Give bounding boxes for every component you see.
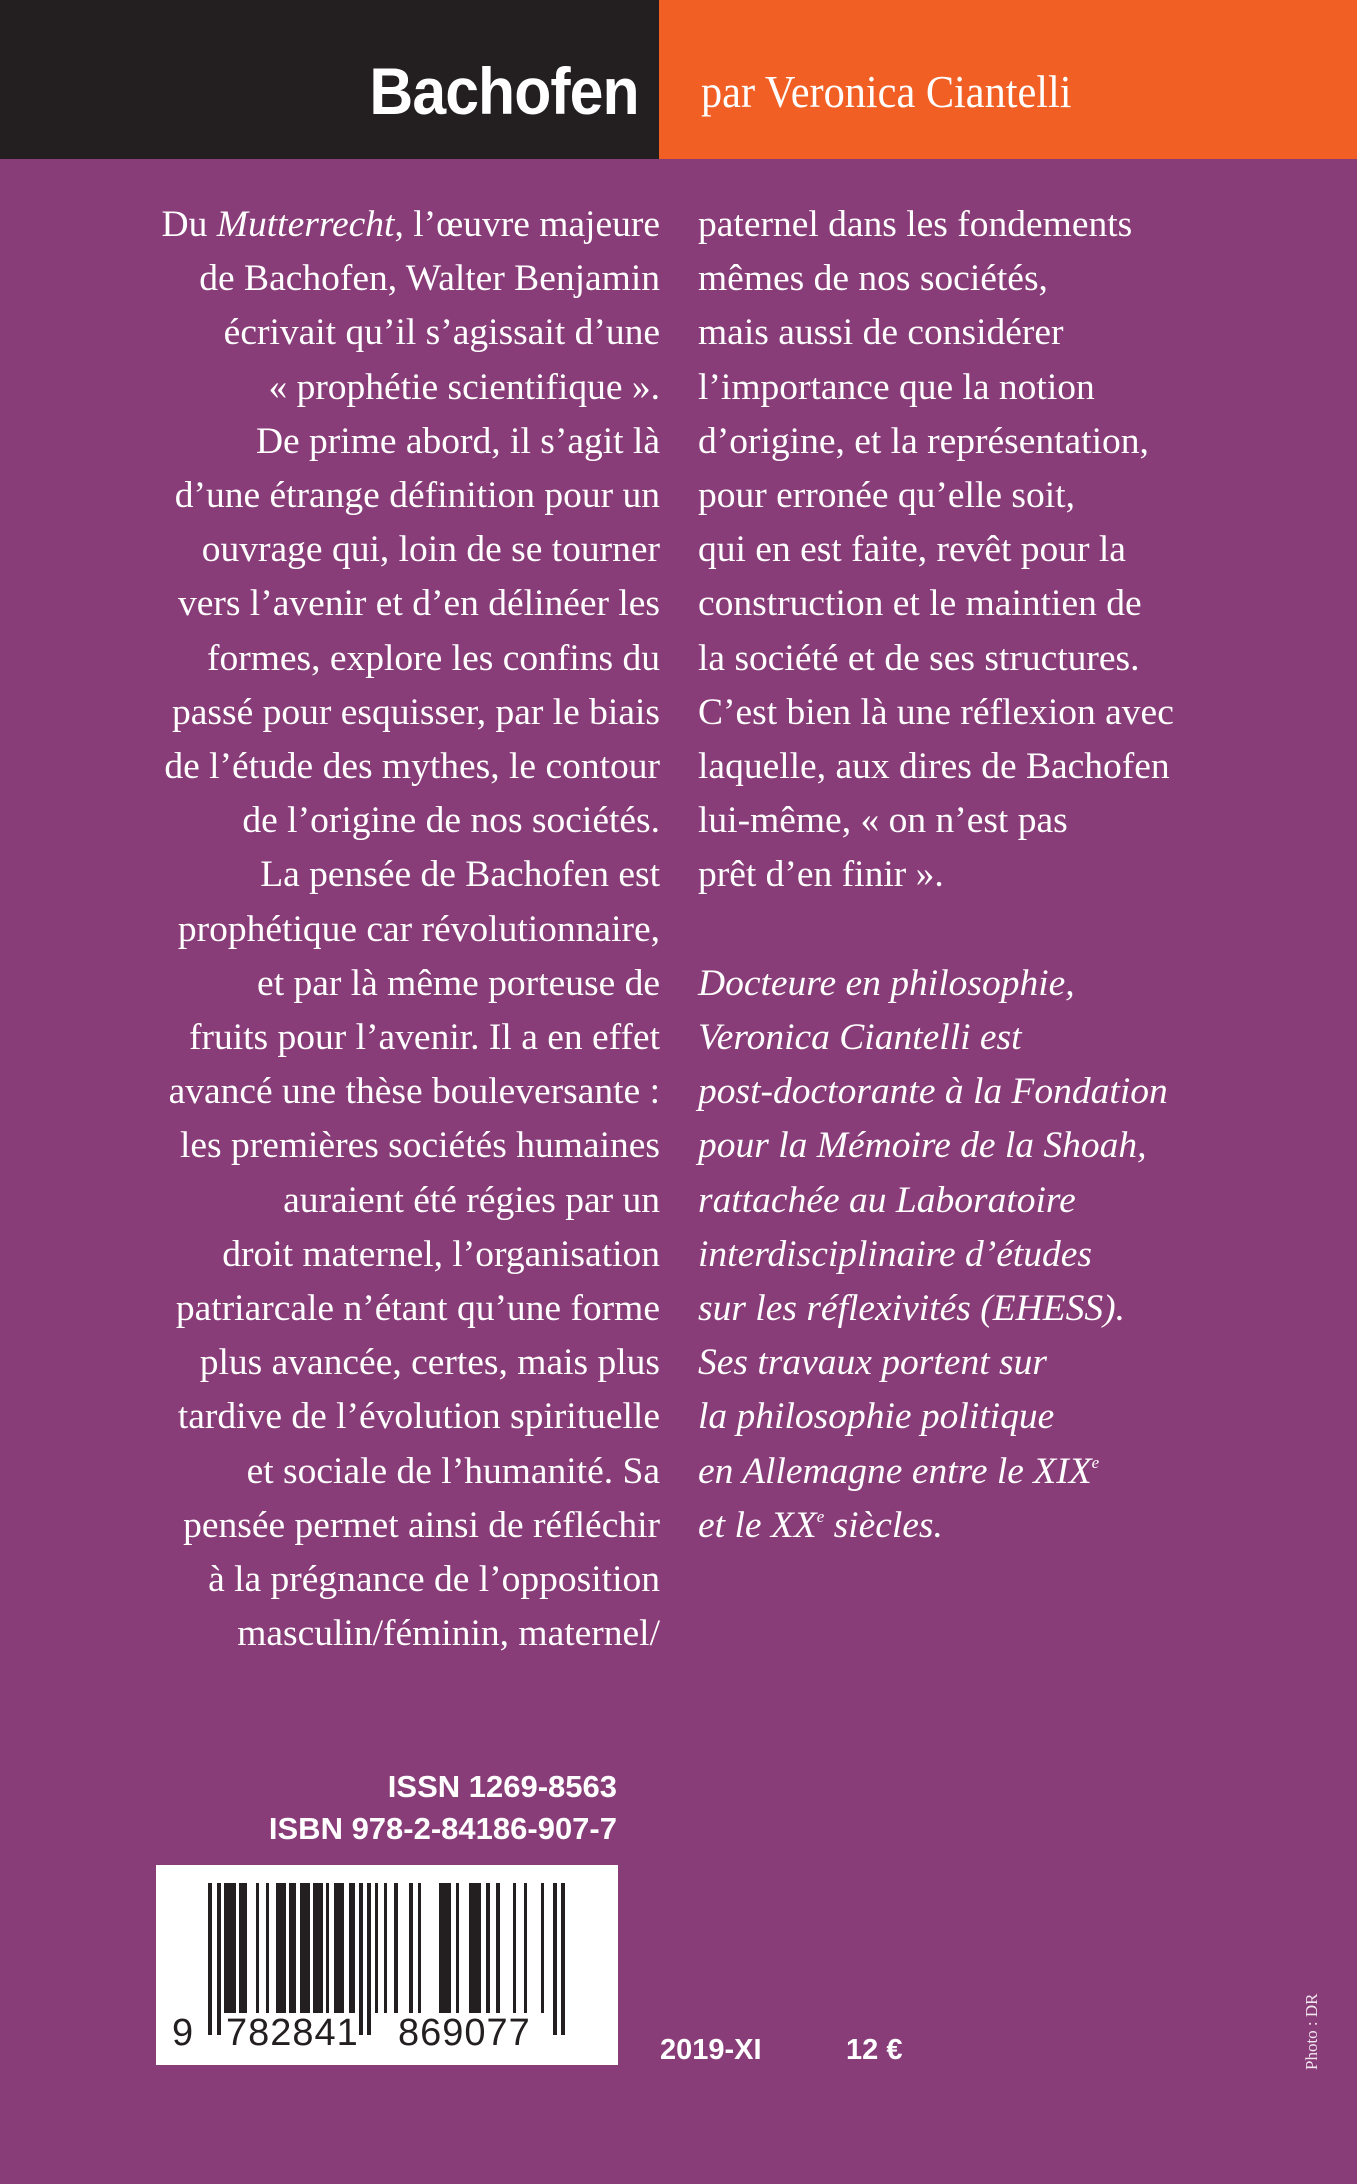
blurb-line: et par là même porteuse de [257, 962, 660, 1004]
blurb-line: lui-même, « on n’est pas [698, 800, 1068, 842]
blurb-line: droit maternel, l’organisation [222, 1233, 660, 1275]
author-line: par Veronica Ciantelli [701, 66, 1072, 117]
isbn-label: ISBN 978-2-84186-907-7 [268, 1811, 617, 1846]
blurb-line: l’importance que la notion [698, 366, 1095, 408]
bio-line: rattachée au Laboratoire [698, 1179, 1076, 1221]
blurb-line: plus avancée, certes, mais plus [199, 1342, 660, 1384]
isbn-barcode [156, 1865, 618, 2065]
blurb-line: pour erronée qu’elle soit, [698, 475, 1075, 517]
book-title: Bachofen [369, 54, 639, 128]
blurb-line: vers l’avenir et d’en délinéer les [177, 583, 660, 625]
barcode-digit-lead: 9 [172, 2012, 194, 2054]
blurb-line: les premières sociétés humaines [179, 1125, 660, 1167]
blurb-line: de l’origine de nos sociétés. [242, 800, 660, 842]
bio-line: la philosophie politique [698, 1396, 1055, 1438]
photo-credit: Photo : DR [1302, 1993, 1321, 2070]
blurb-line: laquelle, aux dires de Bachofen [698, 746, 1170, 788]
blurb-line: formes, explore les confins du [206, 637, 660, 679]
blurb-line: C’est bien là une réflexion avec [698, 691, 1174, 733]
blurb-line: avancé une thèse bouleversante : [168, 1071, 660, 1113]
blurb-line: mais aussi de considérer [698, 312, 1064, 354]
bio-line: Veronica Ciantelli est [698, 1017, 1022, 1059]
title-band [0, 0, 659, 159]
barcode-digits-right: 869077 [398, 2012, 531, 2054]
issn-label: ISSN 1269-8563 [387, 1769, 617, 1804]
bio-line: post-doctorante à la Fondation [698, 1071, 1168, 1113]
blurb-line: La pensée de Bachofen est [260, 854, 660, 896]
bio-line: Docteure en philosophie, [698, 962, 1075, 1004]
blurb-line: de l’étude des mythes, le contour [164, 746, 660, 788]
blurb-line: patriarcale n’étant qu’une forme [175, 1288, 660, 1330]
blurb-line: « prophétie scientifique ». [268, 366, 660, 408]
blurb-line: prêt d’en finir ». [698, 854, 944, 896]
author-bio [698, 957, 1258, 1553]
blurb-line: Du Mutterrecht, l’œuvre majeure [161, 204, 660, 245]
identifiers [269, 1766, 617, 1850]
blurb-line: passé pour esquisser, par le biais [172, 691, 660, 733]
blurb-line: et sociale de l’humanité. Sa [246, 1450, 660, 1492]
blurb-line: qui en est faite, revêt pour la [698, 529, 1126, 571]
cover-header [0, 0, 1357, 159]
blurb-line: auraient été régies par un [283, 1179, 660, 1221]
blurb-line: paternel dans les fondements [698, 204, 1133, 245]
bio-line: et le XXe siècles. [698, 1504, 943, 1546]
bio-line: pour la Mémoire de la Shoah, [698, 1125, 1147, 1167]
blurb-line: mêmes de nos sociétés, [698, 258, 1048, 300]
bio-line: sur les réflexivités (EHESS). [698, 1288, 1125, 1330]
author-band [659, 0, 1357, 159]
blurb-line: De prime abord, il s’agit là [255, 420, 660, 462]
blurb-line: prophétique car révolutionnaire, [177, 908, 660, 950]
bio-line: Ses travaux portent sur [698, 1342, 1047, 1384]
blurb-left-column [70, 198, 660, 1661]
blurb-line: pensée permet ainsi de réfléchir [183, 1504, 660, 1546]
blurb-line: ouvrage qui, loin de se tourner [201, 529, 660, 571]
blurb-right-column [698, 198, 1258, 1553]
blurb-line: masculin/féminin, maternel/ [237, 1613, 660, 1655]
blurb-line: d’origine, et la représentation, [698, 420, 1149, 462]
blurb-line: construction et le maintien de [698, 583, 1142, 625]
bio-line: interdisciplinaire d’études [698, 1233, 1093, 1275]
blurb-line: tardive de l’évolution spirituelle [177, 1396, 660, 1438]
blurb-line: écrivait qu’il s’agissait d’une [223, 312, 660, 354]
issue-number: 2019-XI [660, 2034, 762, 2066]
bio-line: en Allemagne entre le XIXe [698, 1450, 1100, 1492]
work-title: Mutterrecht [216, 204, 395, 245]
blurb-line: fruits pour l’avenir. Il a en effet [188, 1017, 660, 1059]
price-label: 12 € [846, 2034, 903, 2066]
blurb-line: à la prégnance de l’opposition [208, 1559, 660, 1601]
barcode-digits-left: 782841 [226, 2012, 359, 2054]
blurb-line: la société et de ses structures. [698, 637, 1140, 679]
blurb-line: de Bachofen, Walter Benjamin [199, 258, 660, 300]
blurb-line: d’une étrange définition pour un [174, 475, 660, 517]
